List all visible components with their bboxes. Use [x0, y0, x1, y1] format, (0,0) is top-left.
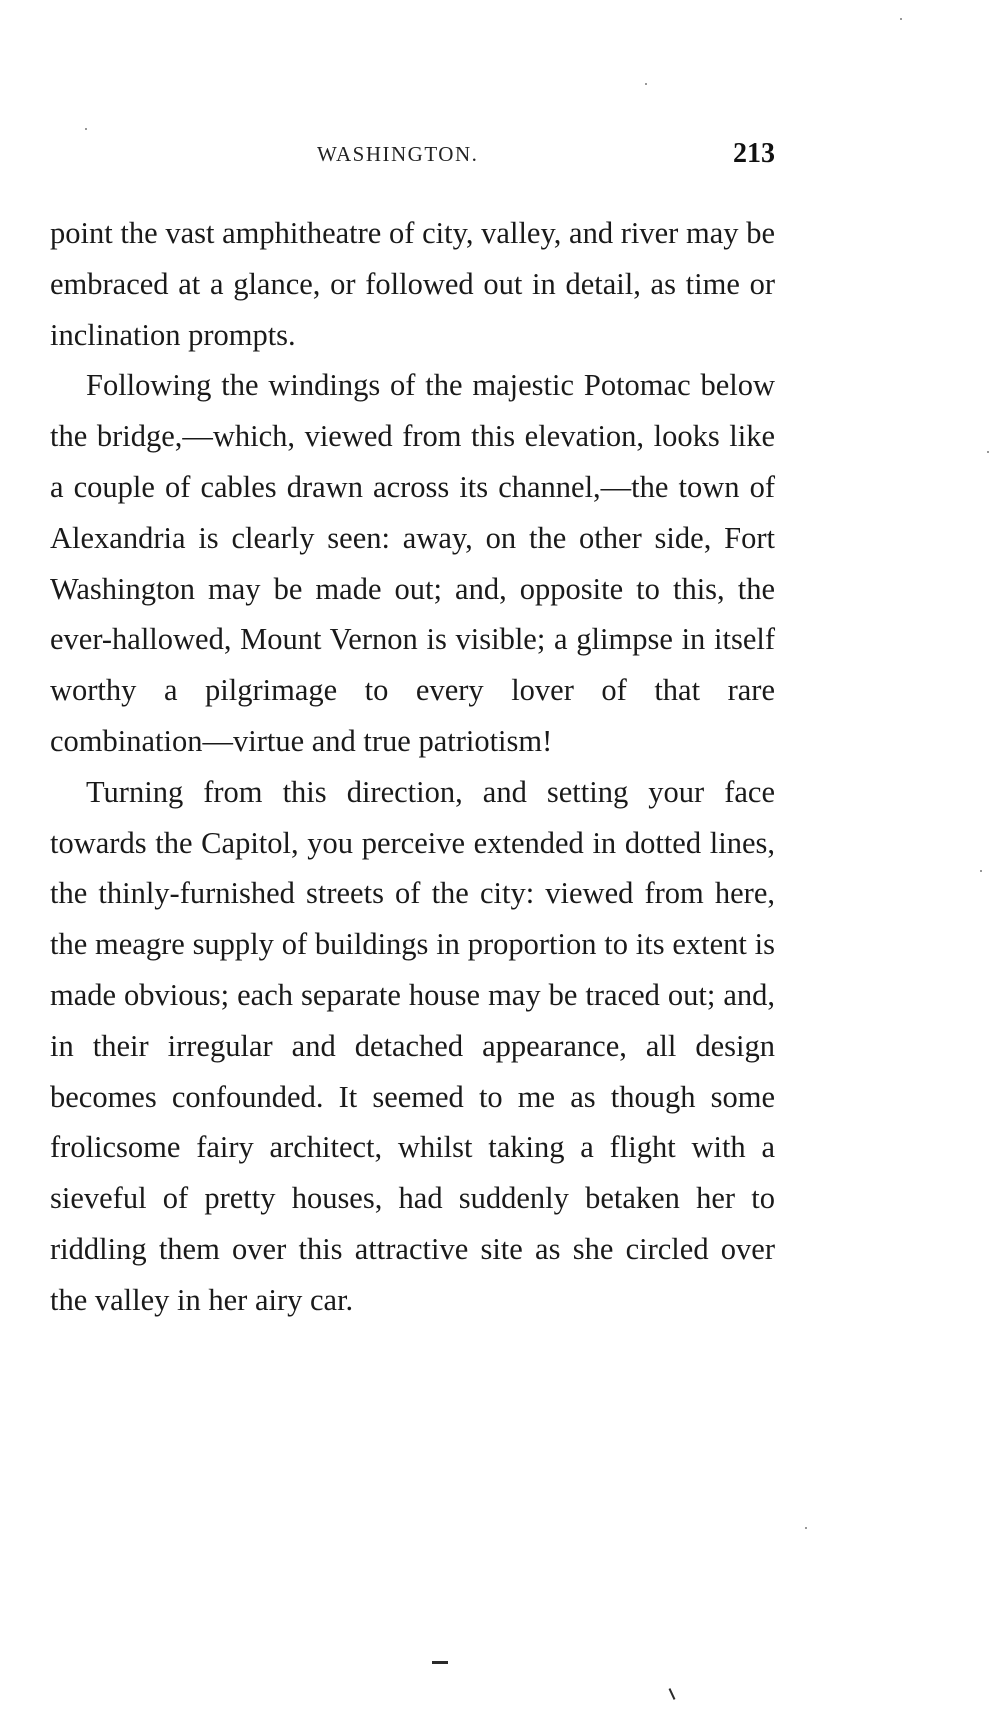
- printer-mark-dash: [432, 1661, 448, 1664]
- paragraph-potomac: Following the windings of the majestic Potomac below the bridge,—which, viewed from this elevation, looks like a couple of cables drawn across its channel,—the town of Alexandria is clearly seen: away, on the other side, Fort Washington may be made out; and, opposite to this, the ever-hallowed, Mount Vernon is visible; a glimpse in itself worthy a pilgrimage to every lover of that rare combination—virtue and true patriotism!: [50, 368, 775, 758]
- paragraph-capitol: Turning from this direction, and setting your face towards the Capitol, you perceive extended in dotted lines, the thinly-furnished streets of the city: viewed from here, the meagre supply of buildings in proportion to its extent is made obvious; each separate house may be traced out; and, in their irregular and detached appearance, all design becomes confounded. It seemed to me as though some frolicsome fairy architect, whilst taking a flight with a sieveful of pretty houses, had suddenly betaken her to riddling them over this attractive site as she circled over the valley in her airy car.: [50, 774, 775, 1317]
- paper-speck: [900, 18, 902, 20]
- body-text: [50, 208, 775, 1326]
- paper-speck: [85, 128, 87, 130]
- paragraph-continued: point the vast amphitheatre of city, valley, and river may be embraced at a glance, or followed out in detail, as time or inclination prompts.: [50, 216, 775, 352]
- running-header: [50, 138, 775, 182]
- running-title: WASHINGTON.: [317, 142, 479, 166]
- paper-speck: [987, 451, 989, 453]
- page-number: 213: [733, 138, 775, 169]
- paper-speck: [805, 1527, 807, 1529]
- printer-mark-tick: [669, 1688, 676, 1700]
- paper-speck: [980, 870, 982, 872]
- paper-speck: [645, 83, 647, 85]
